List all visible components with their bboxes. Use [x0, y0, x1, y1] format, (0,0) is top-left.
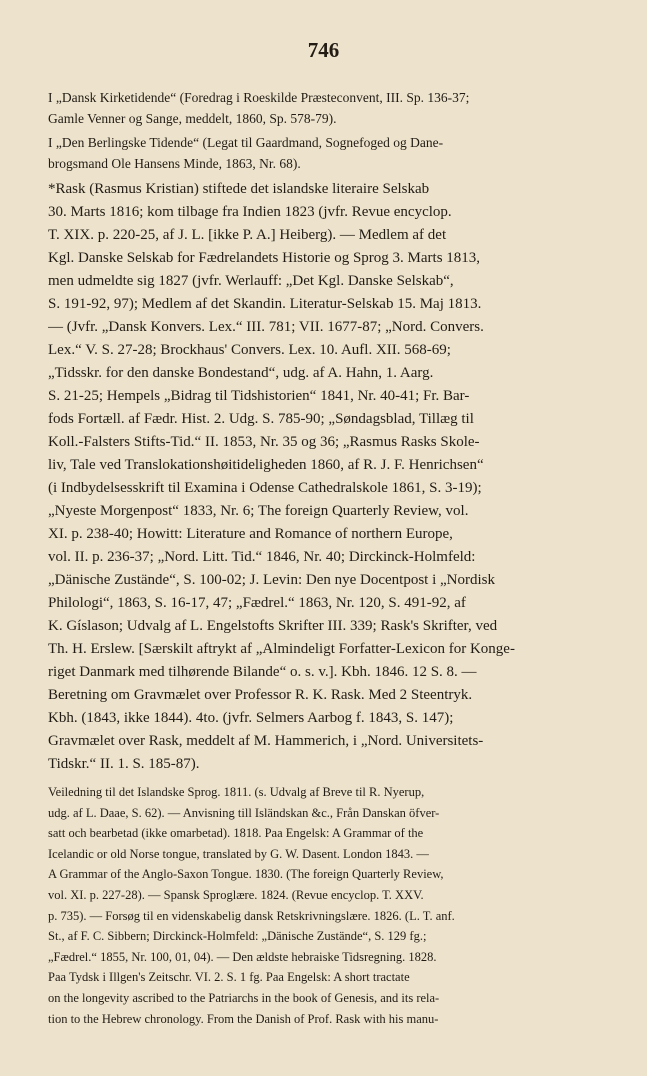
text-line: T. XIX. p. 220-25, af J. L. [ikke P. A.] Heiberg). — Medlem af det: [48, 227, 447, 243]
text-line: XI. p. 238-40; Howitt: Literature and Romance of northern Europe,: [48, 526, 453, 542]
text-line: tion to the Hebrew chronology. From the Danish of Prof. Rask with his manu-: [48, 1011, 439, 1026]
text-line: (i Indbydelsesskrift til Examina i Odense Cathedralskole 1861, S. 3-19);: [48, 480, 482, 496]
text-line: *Rask (Rasmus Kristian) stiftede det islandske literaire Selskab: [48, 181, 430, 197]
text-line: Philologi“, 1863, S. 16-17, 47; „Fædrel.“ 1863, Nr. 120, S. 491-92, af: [48, 595, 466, 611]
text-line: p. 735). — Forsøg til en videnskabelig dansk Retskrivningslære. 1826. (L. T. anf.: [48, 908, 455, 923]
text-line: Tidskr.“ II. 1. S. 185-87).: [48, 756, 200, 772]
text-line: A Grammar of the Anglo-Saxon Tongue. 1830. (The foreign Quarterly Review,: [48, 867, 444, 882]
text-line: „Tidsskr. for den danske Bondestand“, udg. af A. Hahn, 1. Aarg.: [48, 365, 434, 381]
text-line: vol. XI. p. 227-28). — Spansk Sproglære. 1824. (Revue encyclop. T. XXV.: [48, 887, 424, 902]
text-line: „Dänische Zustände“, S. 100-02; J. Levin: Den nye Docentpost i „Nordisk: [48, 572, 495, 588]
text-line: men udmeldte sig 1827 (jvfr. Werlauff: „Det Kgl. Danske Selskab“,: [48, 273, 454, 289]
text-line: — (Jvfr. „Dansk Konvers. Lex.“ III. 781; VII. 1677-87; „Nord. Convers.: [48, 319, 484, 335]
text-line: liv, Tale ved Translokationshøitideligheden 1860, af R. J. F. Henrichsen“: [48, 457, 484, 473]
text-line: udg. af L. Daae, S. 62). — Anvisning till Isländskan &c., Från Danskan öfver-: [48, 805, 440, 820]
text-line: fods Fortæll. af Fædr. Hist. 2. Udg. S. 785-90; „Søndagsblad, Tillæg til: [48, 411, 474, 427]
text-line: I „Dansk Kirketidende“ (Foredrag i Roeskilde Præsteconvent, III. Sp. 136-37;: [48, 90, 470, 105]
text-line: S. 191-92, 97); Medlem af det Skandin. Literatur-Selskab 15. Maj 1813.: [48, 296, 482, 312]
text-line: Kgl. Danske Selskab for Fædrelandets Historie og Sprog 3. Marts 1813,: [48, 250, 481, 266]
text-line: on the longevity ascribed to the Patriarchs in the book of Genesis, and its rela-: [48, 990, 440, 1005]
text-line: „Nyeste Morgenpost“ 1833, Nr. 6; The foreign Quarterly Review, vol.: [48, 503, 469, 519]
text-line: Paa Tydsk i Illgen's Zeitschr. VI. 2. S. 1 fg. Paa Engelsk: A short tractate: [48, 970, 410, 985]
text-line: Gamle Venner og Sange, meddelt, 1860, Sp. 578-79).: [48, 110, 337, 126]
text-line: Lex.“ V. S. 27-28; Brockhaus' Convers. Lex. 10. Aufl. XII. 568-69;: [48, 342, 451, 358]
text-line: Beretning om Gravmælet over Professor R. K. Rask. Med 2 Steentryk.: [48, 687, 473, 703]
text-line: Icelandic or old Norse tongue, translated by G. W. Dasent. London 1843. —: [48, 846, 429, 861]
text-line: St., af F. C. Sibbern; Dirckinck-Holmfeld: „Dänische Zustände“, S. 129 fg.;: [48, 929, 427, 944]
text-line: satt och bearbetad (ikke omarbetad). 1818. Paa Engelsk: A Grammar of the: [48, 826, 424, 841]
page-content: [48, 88, 610, 1029]
text-line: Kbh. (1843, ikke 1844). 4to. (jvfr. Selmers Aarbog f. 1843, S. 147);: [48, 710, 454, 726]
text-line: 30. Marts 1816; kom tilbage fra Indien 1823 (jvfr. Revue encyclop.: [48, 204, 452, 220]
section-periodicals: [48, 88, 610, 174]
text-line: „Fædrel.“ 1855, Nr. 100, 01, 04). — Den ældste hebraiske Tidsregning. 1828.: [48, 949, 437, 964]
text-line: vol. II. p. 236-37; „Nord. Litt. Tid.“ 1846, Nr. 40; Dirckinck-Holmfeld:: [48, 549, 476, 565]
page-number: 746: [307, 38, 340, 62]
section-rask-entry: [48, 178, 610, 776]
text-line: Koll.-Falsters Stifts-Tid.“ II. 1853, Nr. 35 og 36; „Rasmus Rasks Skole-: [48, 434, 480, 450]
text-line: I „Den Berlingske Tidende“ (Legat til Gaardmand, Sognefoged og Dane-: [48, 135, 444, 150]
text-line: Veiledning til det Islandske Sprog. 1811. (s. Udvalg af Breve til R. Nyerup,: [48, 785, 425, 799]
text-line: brogsmand Ole Hansens Minde, 1863, Nr. 68).: [48, 155, 301, 171]
text-line: K. Gíslason; Udvalg af L. Engelstofts Skrifter III. 339; Rask's Skrifter, ved: [48, 618, 498, 634]
text-line: Gravmælet over Rask, meddelt af M. Hammerich, i „Nord. Universitets-: [48, 733, 484, 749]
text-line: Th. H. Erslew. [Særskilt aftrykt af „Almindeligt Forfatter-Lexicon for Konge-: [48, 641, 515, 657]
text-line: S. 21-25; Hempels „Bidrag til Tidshistorien“ 1841, Nr. 40-41; Fr. Bar-: [48, 388, 470, 404]
section-works: [48, 782, 610, 1029]
text-line: riget Danmark med tilhørende Bilande“ o. s. v.]. Kbh. 1846. 12 S. 8. —: [48, 664, 477, 680]
